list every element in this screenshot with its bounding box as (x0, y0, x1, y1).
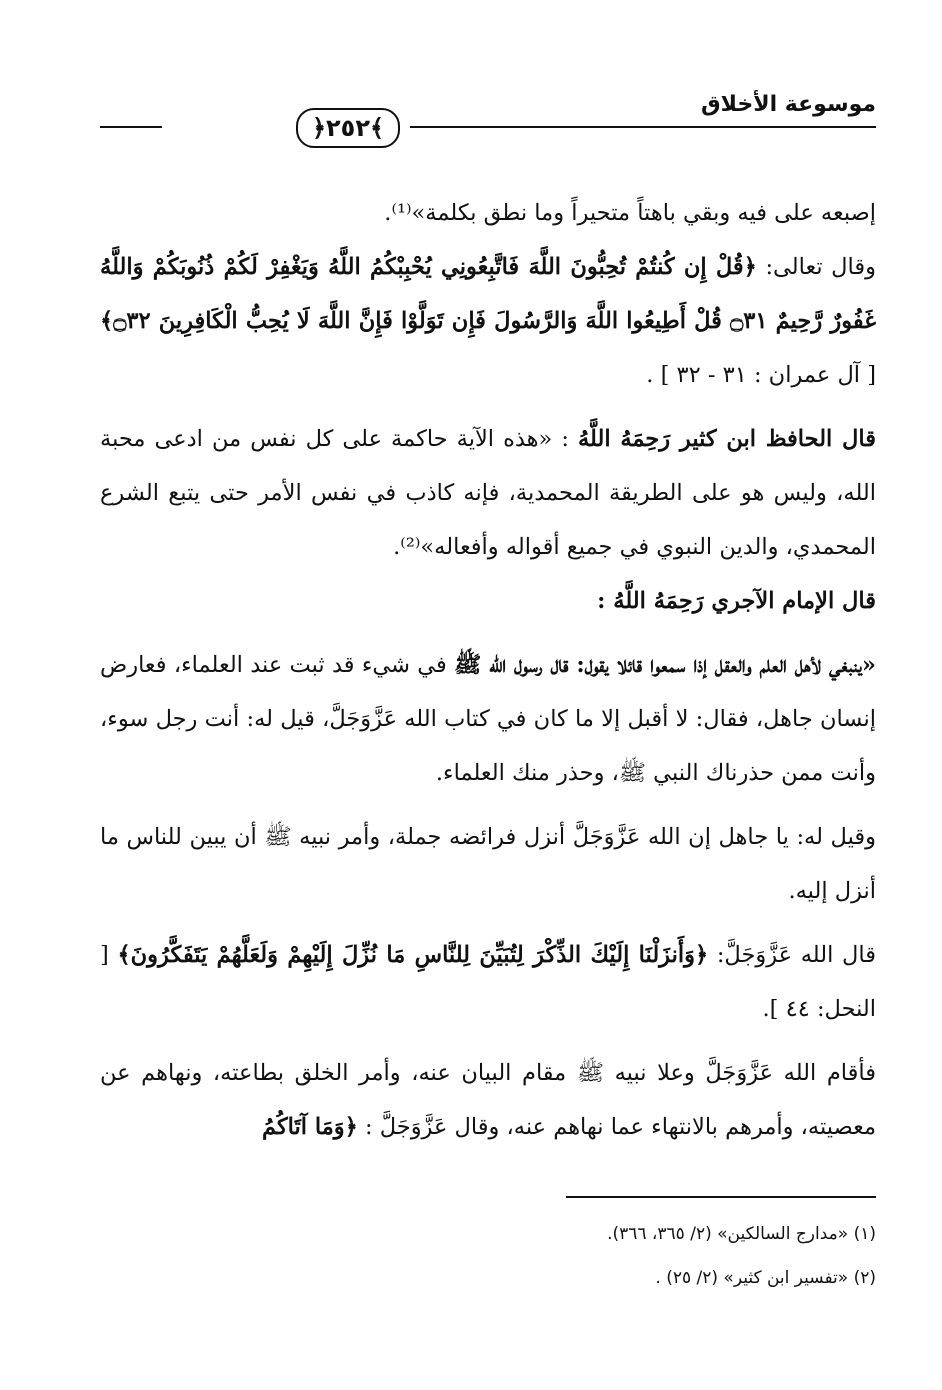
quote-text: في شيء قد ثبت عند العلماء، فعارض إنسان جاهل، فقال: لا أقبل إلا ما كان في كتاب الله عَزَّوَجَلَّ، قيل له: أنت رجل سوء، وأنت ممن حذرناك النبي ﷺ، وحذر منك العلماء. (100, 652, 876, 786)
paragraph-4: قال الإمام الآجري رَحِمَهُ اللَّهُ : (597, 588, 876, 614)
header-rule-right (410, 126, 876, 128)
page-number: ﴿٢٥٢﴾ (296, 108, 400, 148)
verse-intro: قال الله عَزَّوَجَلَّ: (708, 942, 876, 968)
speaker-name: قال الحافظ ابن كثير رَحِمَهُ اللَّهُ (577, 426, 876, 452)
verse-intro: وقال تعالى: (756, 254, 877, 280)
footnote-divider (566, 1196, 876, 1198)
header-rule-left (100, 126, 162, 128)
footnotes (96, 1212, 876, 1300)
paragraph-2 (100, 240, 876, 402)
page-header (100, 92, 876, 152)
quote-lead: «ينبغي لأهل العلم والعقل إذا سمعوا قائلا يقول: قال رسول الله ﷺ (454, 652, 876, 678)
paragraph-1: إصبعه على فيه وبقي باهتاً متحيراً وما نطق بكلمة»⁽¹⁾. (384, 200, 876, 226)
verse-reference: [ آل عمران : ٣١ - ٣٢ ] . (646, 362, 876, 388)
quran-verse: ﴿قُلْ إِن كُنتُمْ تُحِبُّونَ اللَّهَ فَاتَّبِعُونِي يُحْبِبْكُمُ اللَّهُ وَيَغْفِرْ لَكُمْ ذُنُوبَكُمْ وَاللَّهُ غَفُورٌ رَّحِيمٌ ۝٣١ قُلْ أَطِيعُوا اللَّهَ وَالرَّسُولَ فَإِن تَوَلَّوْا فَإِنَّ اللَّهَ لَا يُحِبُّ الْكَافِرِينَ ۝٣٢﴾ (100, 254, 876, 334)
quran-verse: ﴿وَأَنزَلْنَا إِلَيْكَ الذِّكْرَ لِتُبَيِّنَ لِلنَّاسِ مَا نُزِّلَ إِلَيْهِمْ وَلَعَلَّهُمْ يَتَفَكَّرُونَ﴾ (117, 942, 709, 968)
paragraph-6: وقيل له: يا جاهل إن الله عَزَّوَجَلَّ أنزل فرائضه جملة، وأمر نبيه ﷺ أن يبين للناس ما أنزل إليه. (100, 824, 876, 904)
quran-verse: ﴿وَمَا آتَاكُمُ (262, 1114, 358, 1140)
paragraph-5 (100, 638, 876, 800)
paragraph-8 (100, 1046, 876, 1154)
main-text (100, 186, 876, 1154)
book-title: موسوعة الأخلاق (700, 92, 876, 117)
footnote-2: (٢) «تفسير ابن كثير» (٢/ ٢٥) . (655, 1268, 876, 1288)
verse-reference: [ النحل: ٤٤ ]. (100, 942, 876, 1022)
footnote-1: (١) «مدارج السالكين» (٢/ ٣٦٥، ٣٦٦). (607, 1224, 876, 1244)
paragraph-text: فأقام الله عَزَّوَجَلَّ وعلا نبيه ﷺ مقام البيان عنه، وأمر الخلق بطاعته، ونهاهم عن معصيته، وأمرهم بالانتهاء عما نهاهم عنه، وقال عَزَّوَجَلَّ : (100, 1060, 876, 1140)
paragraph-3 (100, 412, 876, 574)
quote-text: : «هذه الآية حاكمة على كل نفس من ادعى محبة الله، وليس هو على الطريقة المحمدية، فإنه كاذب في نفس الأمر حتى يتبع الشرع المحمدي، والدين النبوي في جميع أقواله وأفعاله»⁽²⁾. (100, 426, 876, 560)
paragraph-7 (100, 928, 876, 1036)
